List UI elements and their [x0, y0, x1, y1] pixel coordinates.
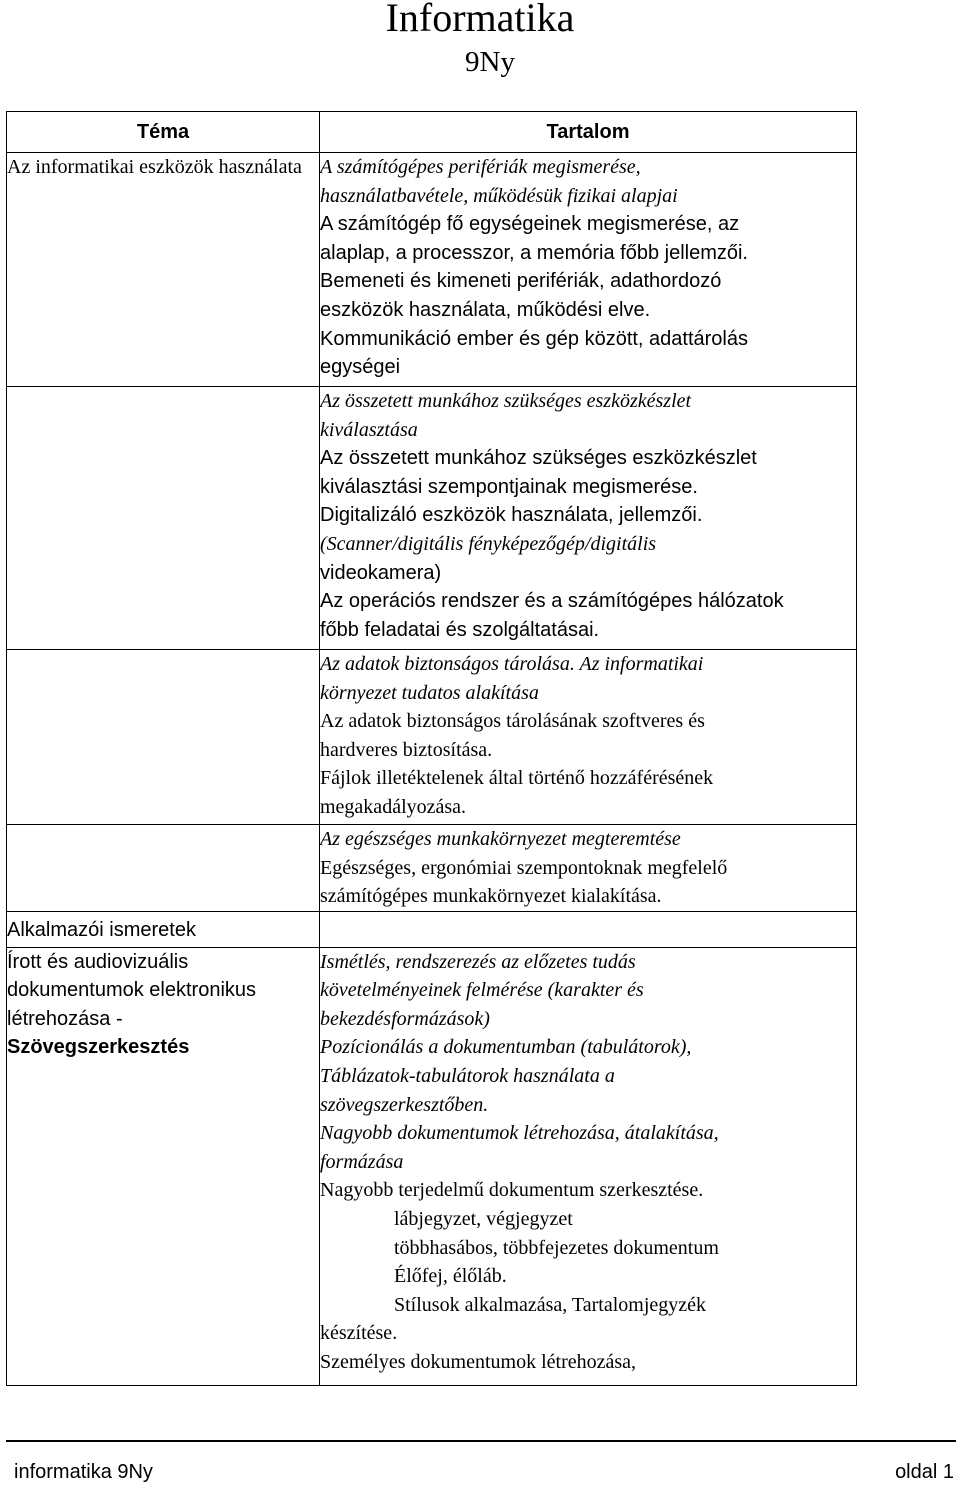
topic-cell-1 [7, 153, 320, 387]
content-line: Az adatok biztonságos tárolásának szoftveres és [320, 710, 705, 733]
content-line: Táblázatok-tabulátorok használata a [320, 1064, 615, 1087]
document-subtitle: 9Ny [465, 46, 515, 78]
content-line: követelményeinek felmérése (karakter és [320, 979, 644, 1002]
table-row [7, 947, 857, 1385]
content-line: Nagyobb dokumentumok létrehozása, átalakítása, [320, 1122, 719, 1145]
content-line: Élőfej, élőláb. [394, 1265, 507, 1288]
header-topic: Téma [7, 112, 320, 153]
content-line: hardveres biztosítása. [320, 738, 493, 761]
content-line: lábjegyzet, végjegyzet [394, 1207, 573, 1230]
topic-word-processing: Szövegszerkesztés [7, 1036, 190, 1059]
footer-doc-name: informatika 9Ny [14, 1461, 153, 1483]
content-line: megakadályozása. [320, 795, 467, 818]
content-line: környezet tudatos alakítása [320, 681, 539, 704]
content-line: Az összetett munkához szükséges eszközkészlet [320, 390, 692, 412]
content-line: Az egészséges munkakörnyezet megteremtése [320, 828, 681, 850]
topic-line: Írott és audiovizuális [7, 950, 189, 973]
footer-page-number: oldal 1 [895, 1461, 954, 1483]
topic-line: létrehozása - [7, 1007, 123, 1030]
content-line: egységei [320, 356, 401, 379]
content-line: Fájlok illetéktelenek által történő hozzáférésének [320, 767, 714, 790]
content-line: videokamera) [320, 561, 442, 584]
content-line: használatbavétele, működésük fizikai alapjai [320, 184, 678, 207]
header-content: Tartalom [320, 112, 857, 153]
content-line: eszközök használata, működési elve. [320, 298, 651, 321]
topic-cell-3 [7, 650, 320, 825]
content-cell-6 [320, 947, 857, 1385]
content-line: Személyes dokumentumok létrehozása, [320, 1350, 637, 1373]
content-line: Az összetett munkához szükséges eszközkészlet [320, 447, 757, 470]
content-line: Nagyobb terjedelmű dokumentum szerkesztése. [320, 1179, 704, 1202]
content-line: szövegszerkesztőben. [320, 1093, 489, 1116]
topic-devices: Az informatikai eszközök használata [7, 156, 302, 178]
content-line: Kommunikáció ember és gép között, adattárolás [320, 327, 748, 350]
content-line: főbb feladatai és szolgáltatásai. [320, 618, 600, 641]
content-line: kiválasztása [320, 418, 418, 441]
content-line: Egészséges, ergonómiai szempontoknak megfelelő [320, 856, 728, 879]
content-cell-5 [320, 912, 857, 948]
topic-cell-2 [7, 387, 320, 650]
content-line: alaplap, a processzor, a memória főbb jellemzői. [320, 241, 748, 264]
content-line: Digitalizáló eszközök használata, jellemzői. [320, 504, 703, 527]
curriculum-table [6, 111, 857, 1386]
document-title: Informatika [385, 0, 575, 40]
topic-cell-5 [7, 912, 320, 948]
content-cell-2 [320, 387, 857, 650]
content-line: bekezdésformázások) [320, 1007, 490, 1030]
table-row [7, 825, 857, 912]
content-line: Bemeneti és kimeneti perifériák, adathordozó [320, 270, 722, 293]
table-row [7, 650, 857, 825]
content-cell-4 [320, 825, 857, 912]
content-cell-1 [320, 153, 857, 387]
table-row [7, 153, 857, 387]
content-line: többhasábos, többfejezetes dokumentum [394, 1236, 719, 1259]
topic-applications: Alkalmazói ismeretek [7, 919, 196, 941]
content-line: számítógépes munkakörnyezet kialakítása. [320, 885, 662, 908]
content-line: Pozícionálás a dokumentumban (tabulátorok), [320, 1036, 692, 1059]
topic-cell-4 [7, 825, 320, 912]
table-header-row [7, 112, 857, 153]
content-line: készítése. [320, 1322, 398, 1345]
table-row [7, 387, 857, 650]
topic-cell-6 [7, 947, 320, 1385]
content-line: A számítógépes perifériák megismerése, [320, 156, 641, 178]
content-line: Az operációs rendszer és a számítógépes hálózatok [320, 590, 784, 613]
content-line: Az adatok biztonságos tárolása. Az informatikai [320, 653, 704, 675]
content-line: Stílusok alkalmazása, Tartalomjegyzék [394, 1293, 707, 1316]
topic-line: dokumentumok elektronikus [7, 979, 257, 1002]
content-cell-3 [320, 650, 857, 825]
content-line: A számítógép fő egységeinek megismerése, az [320, 213, 740, 236]
content-line: kiválasztási szempontjainak megismerése. [320, 475, 698, 498]
content-line: (Scanner/digitális fényképezőgép/digitális [320, 532, 657, 555]
table-row [7, 912, 857, 948]
content-line: formázása [320, 1150, 404, 1173]
content-line: Ismétlés, rendszerezés az előzetes tudás [320, 950, 636, 973]
footer-divider [6, 1440, 956, 1442]
